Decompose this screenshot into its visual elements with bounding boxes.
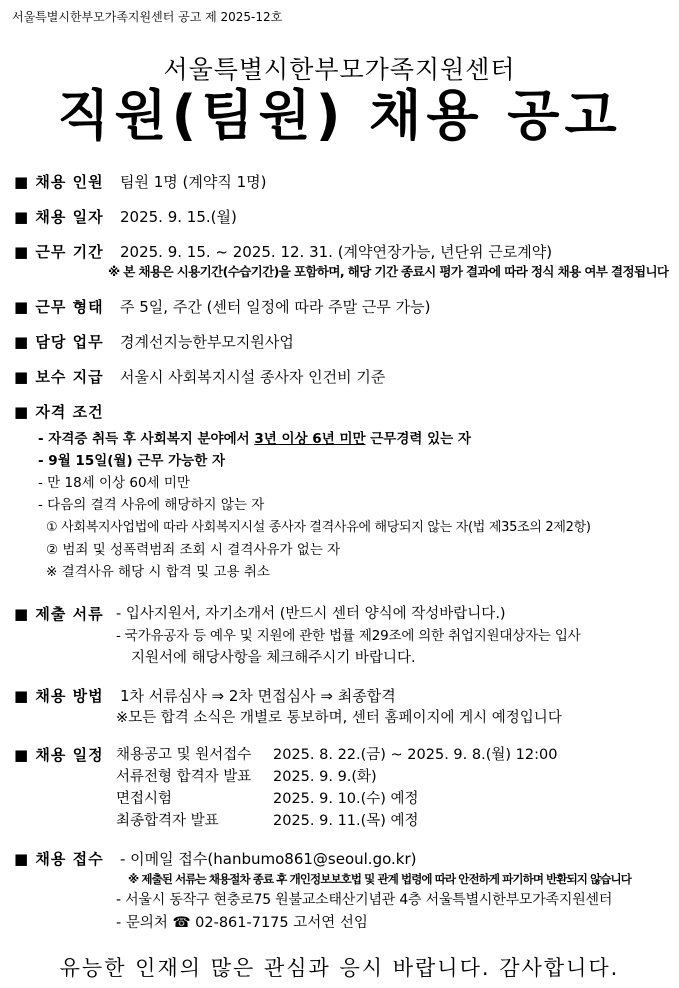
duty-label: ■ 담당 업무 <box>14 333 104 351</box>
pay-label: ■ 보수 지급 <box>14 368 104 386</box>
headcount-label: ■ 채용 인원 <box>14 173 104 191</box>
hire-date-label: ■ 채용 일자 <box>14 208 104 226</box>
section-duty <box>14 332 294 352</box>
apply-line-2: - 서울시 동작구 현충로75 원불교소태산기념관 4층 서울특별시한부모가족지원센터 <box>116 892 613 908</box>
schedule-row-2-date: 2025. 9. 9.(화) <box>273 769 377 785</box>
schedule-row-4-name: 최종합격자 발표 <box>116 813 219 829</box>
method-line-1: 1차 서류심사 ⇒ 2차 면접심사 ⇒ 최종합격 <box>120 687 396 705</box>
section-pay <box>14 367 385 387</box>
qualification-label: ■ 자격 조건 <box>14 403 104 421</box>
work-type-label: ■ 근무 형태 <box>14 298 104 316</box>
qualification-line-4: - 다음의 결격 사유에 해당하지 않는 자 <box>38 497 265 513</box>
qualification-line-6: ② 범죄 및 성폭력범죄 조회 시 결격사유가 없는 자 <box>46 542 341 558</box>
closing-message: 유능한 인재의 많은 관심과 응시 바랍니다. 감사합니다. <box>59 956 620 980</box>
qualification-line-1a: - 자격증 취득 후 사회복지 분야에서 <box>38 431 255 447</box>
qualification-line-7: ※ 결격사유 해당 시 합격 및 고용 취소 <box>46 564 270 580</box>
section-documents <box>14 604 120 624</box>
section-period <box>14 242 552 262</box>
documents-line-1: - 입사지원서, 자기소개서 (반드시 센터 양식에 작성바랍니다.) <box>116 606 506 622</box>
method-label: ■ 채용 방법 <box>14 687 104 705</box>
pay-value: 서울시 사회복지시설 종사자 인건비 기준 <box>120 368 386 386</box>
apply-note: ※ 제출된 서류는 채용절차 종료 후 개인정보보호법 및 관계 법령에 따라 안전하게 파기하며 반환되지 않습니다 <box>128 872 631 886</box>
schedule-row-3-name: 면접시험 <box>116 791 173 807</box>
organization-name: 서울특별시한부모가족지원센터 <box>163 55 516 84</box>
section-apply <box>14 849 416 869</box>
documents-line-2: - 국가유공자 등 예우 및 지원에 관한 법률 제29조에 의한 취업지원대상자는 입사 <box>116 628 581 644</box>
method-line-2: ※모든 합격 소식은 개별로 통보하며, 센터 홈페이지에 게시 예정입니다 <box>116 710 562 726</box>
period-note: ※ 본 채용은 시용기간(수습기간)을 포함하며, 해당 기간 종료시 평가 결과에 따라 정식 채용 여부 결정됩니다 <box>108 264 669 279</box>
schedule-row-4-date: 2025. 9. 11.(목) 예정 <box>273 813 419 829</box>
documents-label: ■ 제출 서류 <box>14 605 104 623</box>
qualification-line-3: - 만 18세 이상 60세 미만 <box>38 475 190 491</box>
hire-date-value: 2025. 9. 15.(월) <box>120 208 237 226</box>
duty-value: 경계선지능한부모지원사업 <box>120 333 294 351</box>
page-title: 직원(팀원) 채용 공고 <box>57 84 622 147</box>
qualification-line-1b: 근무경력 있는 자 <box>365 431 471 447</box>
apply-line-1: - 이메일 접수(hanbumo861@seoul.go.kr) <box>120 850 417 868</box>
qualification-line-2: - 9월 15일(월) 근무 가능한 자 <box>38 453 225 469</box>
period-label: ■ 근무 기간 <box>14 243 104 261</box>
schedule-row-1-date: 2025. 8. 22.(금) ~ 2025. 9. 8.(월) 12:00 <box>273 747 558 763</box>
period-value: 2025. 9. 15. ~ 2025. 12. 31. (계약연장가능, 년단위 근로계약) <box>120 243 553 261</box>
section-work-type <box>14 297 431 317</box>
schedule-label: ■ 채용 일정 <box>14 746 104 764</box>
qualification-line-1 <box>38 429 471 449</box>
schedule-row-1-name: 채용공고 및 원서접수 <box>116 747 252 763</box>
qualification-underlined: 3년 이상 6년 미만 <box>254 431 366 447</box>
documents-line-3: 지원서에 해당사항을 체크해주시기 바랍니다. <box>131 650 416 666</box>
schedule-row-2-name: 서류전형 합격자 발표 <box>116 769 252 785</box>
qualification-line-5: ① 사회복지사업법에 따라 사회복지시설 종사자 결격사유에 해당되지 않는 자(법 제35조의 2제2항) <box>46 520 591 535</box>
section-method <box>14 686 396 706</box>
section-schedule <box>14 745 120 765</box>
section-headcount <box>14 172 267 192</box>
work-type-value: 주 5일, 주간 (센터 일정에 따라 주말 근무 가능) <box>120 298 431 316</box>
notice-number: 서울특별시한부모가족지원센터 공고 제 2025-12호 <box>12 10 283 24</box>
apply-label: ■ 채용 접수 <box>14 850 104 868</box>
apply-line-3: - 문의처 ☎ 02-861-7175 고서연 선임 <box>116 915 368 931</box>
schedule-row-3-date: 2025. 9. 10.(수) 예정 <box>273 791 419 807</box>
section-hire-date <box>14 207 237 227</box>
section-qualification <box>14 402 120 422</box>
headcount-value: 팀원 1명 (계약직 1명) <box>120 173 267 191</box>
